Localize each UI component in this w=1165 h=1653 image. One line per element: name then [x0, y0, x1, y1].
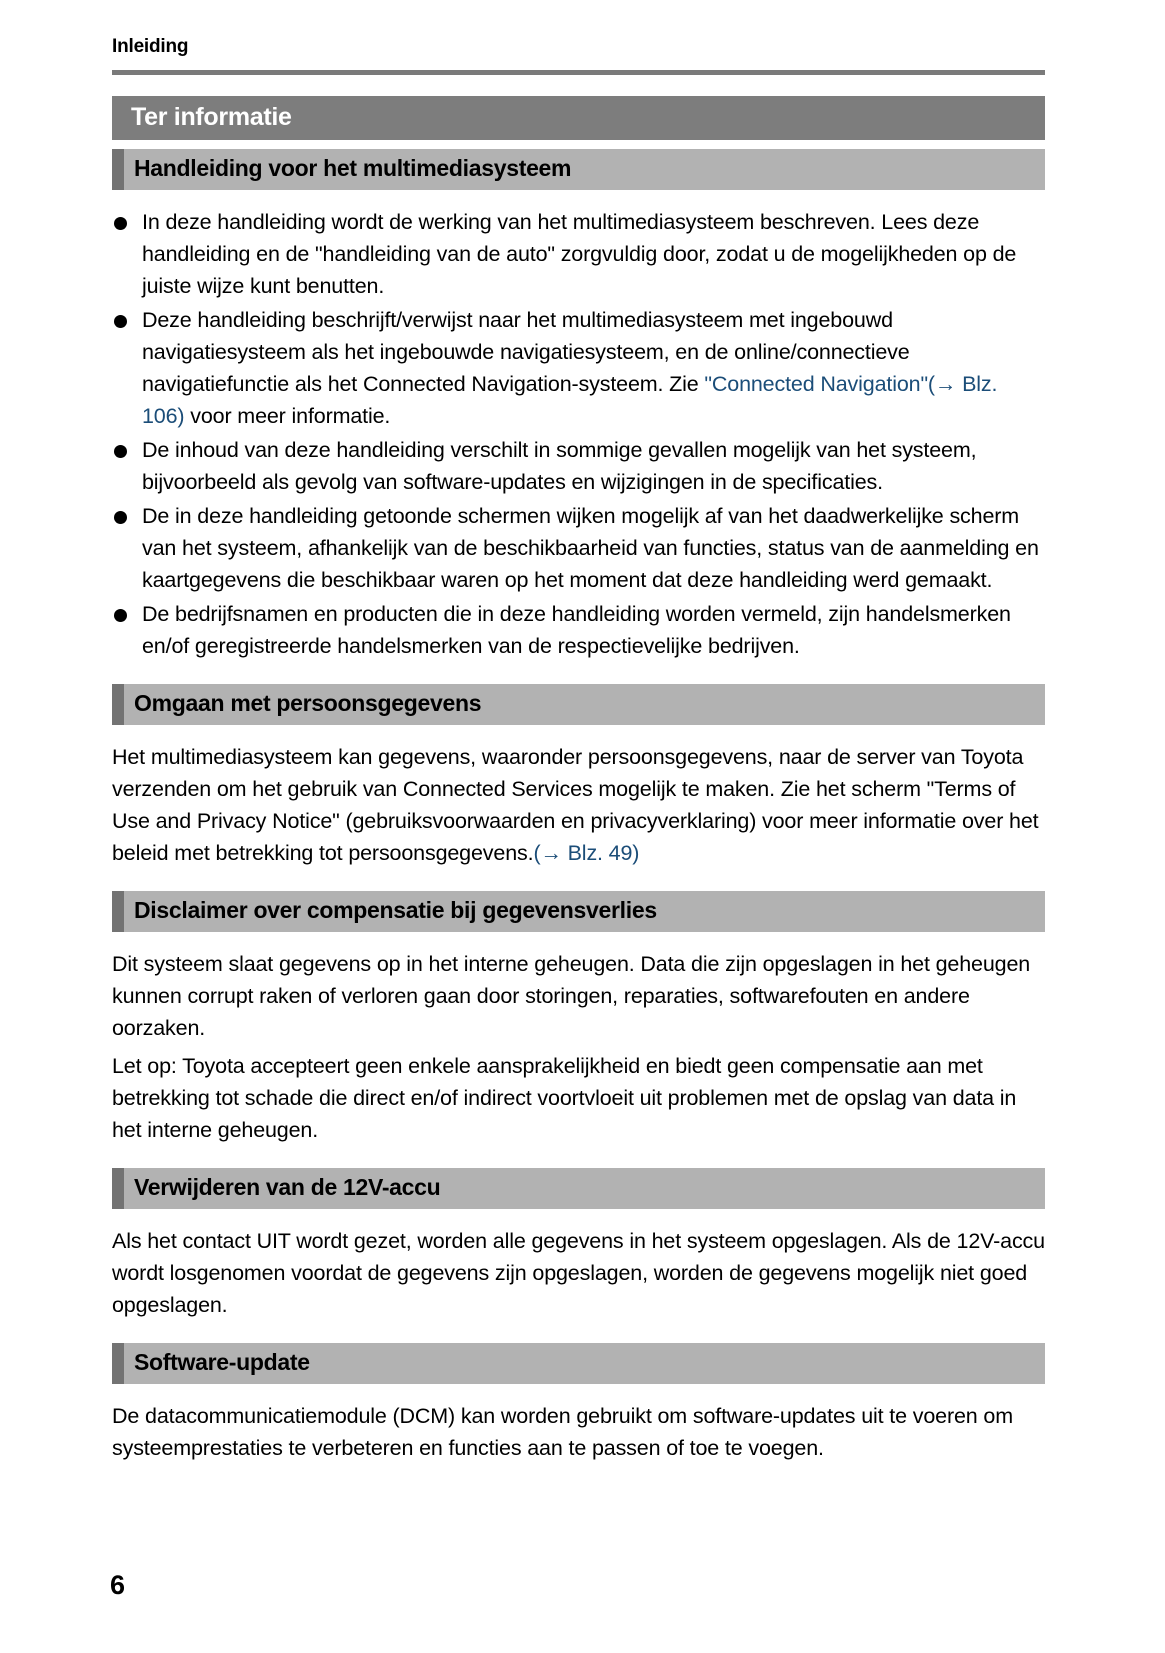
paragraph-text: Het multimediasysteem kan gegevens, waaronder persoonsgegevens, naar de server van Toyota verzenden om het gebruik van Connected Services mogelijk te maken. Zie het scherm "Terms of Use and Privacy Notice" (gebruiksvoorwaarden en privacyverklaring) voor meer informatie over het beleid met betrekking tot persoonsgegevens. — [112, 745, 1039, 865]
cross-reference-link-blz-49[interactable]: (→ Blz. 49) — [533, 841, 640, 865]
subsection-accent-bar — [112, 891, 124, 932]
bullet-dot-icon — [114, 315, 127, 328]
bullet-text: In deze handleiding wordt de werking van het multimediasysteem beschreven. Lees deze handleiding en de "handleiding van de auto" zorgvuldig door, zodat u de mogelijkheden op de juiste wijze kunt benutten. — [142, 210, 1017, 298]
subsection-header-handleiding — [112, 149, 1045, 190]
page-content — [112, 96, 1045, 1464]
bullet-text: De inhoud van deze handleiding verschilt in sommige gevallen mogelijk van het systeem, bijvoorbeeld als gevolg van software-updates en wijzigingen in de specificaties. — [142, 438, 977, 494]
subsection-header-software-update — [112, 1343, 1045, 1384]
bullet-text-tail: voor meer informatie. — [184, 404, 391, 428]
bullet-dot-icon — [114, 609, 127, 622]
paragraph-disclaimer-2: Let op: Toyota accepteert geen enkele aansprakelijkheid en biedt geen compensatie aan met betrekking tot schade die direct en/of indirect voortvloeit uit problemen met de opslag van data in het interne geheugen. — [112, 1054, 1017, 1142]
bullet-dot-icon — [114, 511, 127, 524]
bullet-text: Deze handleiding beschrijft/verwijst naar het multimediasysteem met ingebouwd navigatiesysteem als het ingebouwde navigatiesysteem, en de online/connectieve navigatiefunctie als het Connected Navigation-systeem. Zie — [142, 308, 910, 396]
subsection-accent-bar — [112, 1343, 124, 1384]
subsection-title: Verwijderen van de 12V-accu — [124, 1168, 1045, 1209]
subsection-accent-bar — [112, 149, 124, 190]
bullet-dot-icon — [114, 217, 127, 230]
paragraph-software-update: De datacommunicatiemodule (DCM) kan worden gebruikt om software-updates uit te voeren om systeemprestaties te verbeteren en functies aan te passen of toe te voegen. — [112, 1404, 1013, 1460]
subsection-accent-bar — [112, 1168, 124, 1209]
bullet-text: De in deze handleiding getoonde schermen wijken mogelijk af van het daadwerkelijke scherm van het systeem, afhankelijk van de beschikbaarheid van functies, status van de aanmelding en kaartgegevens die beschikbaar waren op het moment dat deze handleiding werd gemaakt. — [142, 504, 1039, 592]
list-item — [112, 304, 1045, 432]
page-number: 6 — [110, 1570, 126, 1600]
subsection-accent-bar — [112, 684, 124, 725]
subsection-title: Handleiding voor het multimediasysteem — [124, 149, 1045, 190]
bullet-list-handleiding — [112, 206, 1045, 662]
paragraph-12v-accu: Als het contact UIT wordt gezet, worden alle gegevens in het systeem opgeslagen. Als de 12V-accu wordt losgenomen voordat de gegevens zijn opgeslagen, worden de gegevens mogelijk niet goed opgeslagen. — [112, 1229, 1045, 1317]
list-item — [112, 500, 1045, 596]
header-divider — [112, 70, 1045, 75]
cross-reference-link-connected-navigation[interactable]: "Connected Navigation"(→ Blz. 106) — [142, 372, 998, 428]
list-item — [112, 206, 1045, 302]
section-banner-ter-informatie: Ter informatie — [112, 96, 1045, 140]
paragraph-persoonsgegevens — [112, 741, 1045, 869]
subsection-title: Omgaan met persoonsgegevens — [124, 684, 1045, 725]
subsection-title: Software-update — [124, 1343, 1045, 1384]
paragraph-disclaimer-1: Dit systeem slaat gegevens op in het interne geheugen. Data die zijn opgeslagen in het geheugen kunnen corrupt raken of verloren gaan door storingen, reparaties, softwarefouten en andere oorzaken. — [112, 952, 1031, 1040]
subsection-header-disclaimer — [112, 891, 1045, 932]
running-header: Inleiding — [112, 36, 189, 57]
list-item — [112, 598, 1045, 662]
bullet-text: De bedrijfsnamen en producten die in deze handleiding worden vermeld, zijn handelsmerken en/of geregistreerde handelsmerken van de respectievelijke bedrijven. — [142, 602, 1011, 658]
bullet-dot-icon — [114, 445, 127, 458]
subsection-title: Disclaimer over compensatie bij gegevensverlies — [124, 891, 1045, 932]
subsection-header-12v-accu — [112, 1168, 1045, 1209]
subsection-header-persoonsgegevens — [112, 684, 1045, 725]
list-item — [112, 434, 1045, 498]
